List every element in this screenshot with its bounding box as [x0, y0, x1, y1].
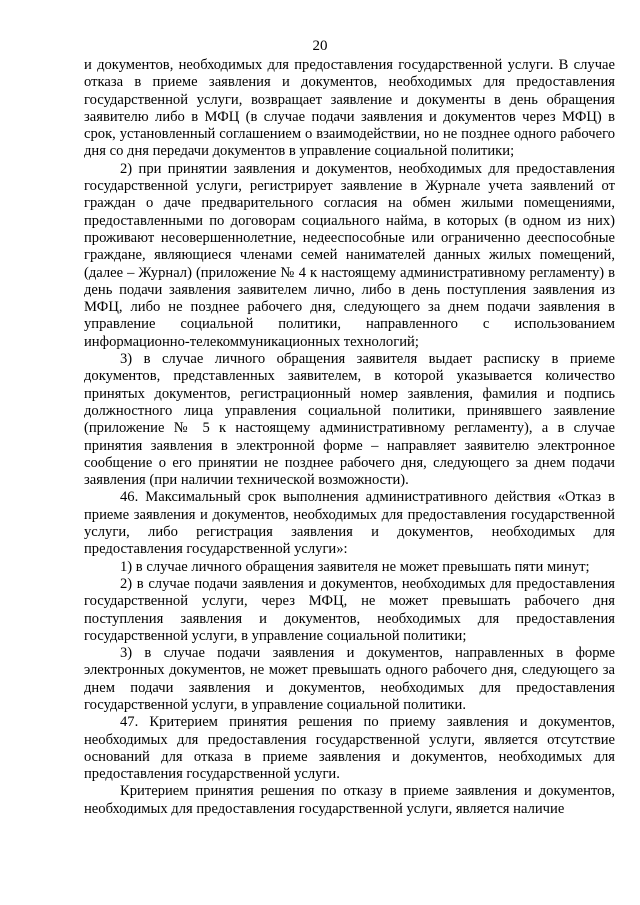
- paragraph: Критерием принятия решения по отказу в приеме заявления и документов, необходимых для предоставления государственной услуги, является наличие: [84, 783, 615, 817]
- paragraph: 47. Критерием принятия решения по приему заявления и документов, необходимых для предоставления государственной услуги, является отсутствие оснований для отказа в приеме заявления и документов, необходимых для предоставления государственной услуги.: [84, 714, 615, 783]
- document-body: [84, 57, 615, 818]
- paragraph: 3) в случае личного обращения заявителя выдает расписку в приеме документов, представленных заявителем, в которой указывается количество принятых документов, регистрационный номер заявления, фамилия и подпись должностного лица управления социальной политики, принявшего заявление (приложение № 5 к настоящему административному регламенту), а в случае принятия заявления в электронной форме – направляет заявителю электронное сообщение о его принятии не позднее рабочего дня, следующего за днем подачи заявления (при наличии технической возможности).: [84, 351, 615, 489]
- paragraph: 2) в случае подачи заявления и документов, необходимых для предоставления государственной услуги, через МФЦ, не может превышать рабочего дня поступления заявления и документов, необходимых для предоставления государственной услуги, в управление социальной политики;: [84, 575, 615, 644]
- paragraph: 46. Максимальный срок выполнения административного действия «Отказ в приеме заявления и документов, необходимых для предоставления государственной услуги, либо регистрация заявления и документов, необходимых для предоставления государственной услуги»:: [84, 489, 615, 558]
- paragraph: и документов, необходимых для предоставления государственной услуги. В случае отказа в приеме заявления и документов, необходимых для предоставления государственной услуги, возвращает заявление и документы в день обращения заявителю либо в МФЦ (в случае подачи заявления и документов через МФЦ) в срок, установленный соглашением о взаимодействии, но не позднее одного рабочего дня со дня передачи документов в управление социальной политики;: [84, 57, 615, 160]
- page-number: 20: [312, 38, 328, 54]
- paragraph: 2) при принятии заявления и документов, необходимых для предоставления государственной услуги, регистрирует заявление в Журнале учета заявлений от граждан о даче предварительного согласия на обмен жилыми помещениями, предоставленными по договорам социального найма, в которых (в одном из них) проживают несовершеннолетние, недееспособные или ограниченно дееспособные граждане, являющиеся членами семей нанимателей данных жилых помещений,(далее – Журнал) (приложение № 4 к настоящему административному регламенту) в день подачи заявления заявителем лично, либо в день поступления заявления из МФЦ, либо не позднее рабочего дня, следующего за днем подачи заявления в управление социальной политики, направленного с использованием информационно-телекоммуникационных технологий;: [84, 160, 615, 350]
- paragraph: 1) в случае личного обращения заявителя не может превышать пяти минут;: [120, 558, 590, 575]
- paragraph: 3) в случае подачи заявления и документов, направленных в форме электронных документов, не может превышать одного рабочего дня, следующего за днем подачи заявления и документов, необходимых для предоставления государственной услуги, в управление социальной политики.: [84, 645, 615, 713]
